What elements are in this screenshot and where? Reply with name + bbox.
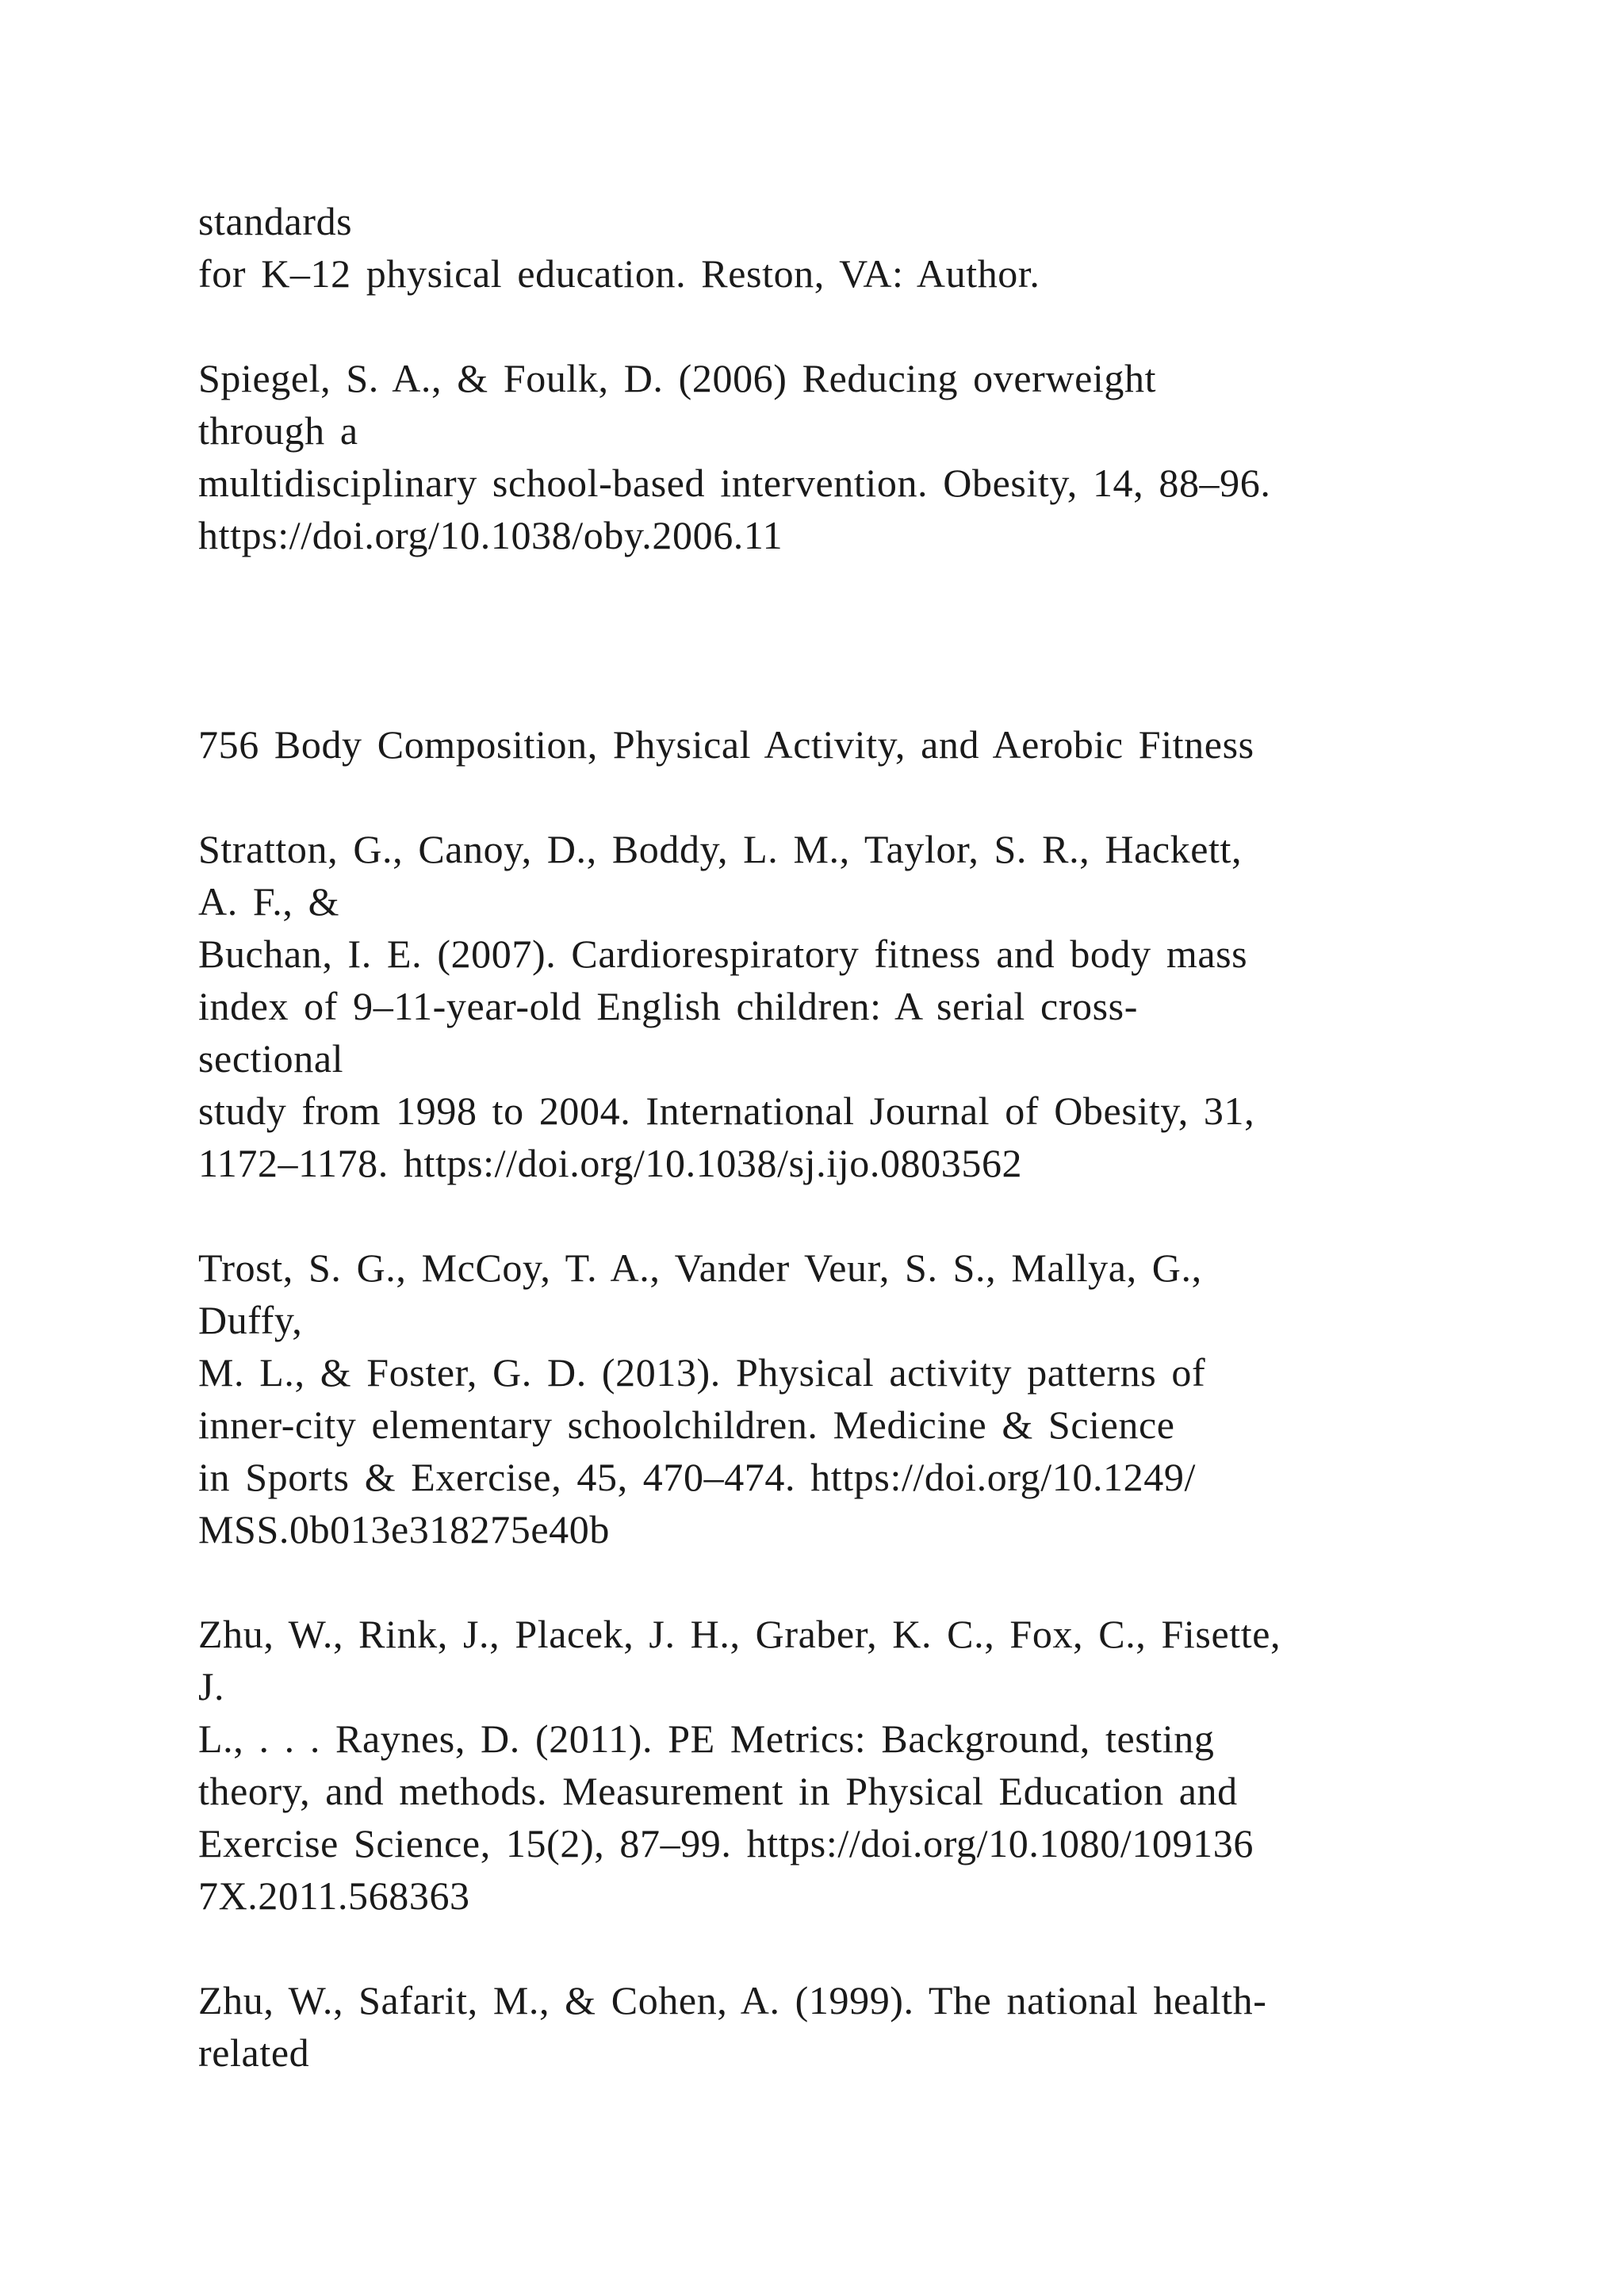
reference-text-line: multidisciplinary school-based intervention. Obesity, 14, 88–96. (198, 461, 1271, 505)
reference-text-line: L., . . . Raynes, D. (2011). PE Metrics: Background, testing (198, 1716, 1215, 1761)
reference-text-line: Zhu, W., Rink, J., Placek, J. H., Graber, K. C., Fox, C., Fisette, (198, 1612, 1281, 1656)
reference-text-line: 7X.2011.568363 (198, 1873, 470, 1918)
reference-text-line: J. (198, 1664, 225, 1709)
reference-text-line: standards (198, 199, 353, 243)
reference-text-line: M. L., & Foster, G. D. (2013). Physical activity patterns of (198, 1350, 1206, 1395)
reference-text-line: A. F., & (198, 879, 340, 924)
reference-text-line: Trost, S. G., McCoy, T. A., Vander Veur, S. S., Mallya, G., (198, 1246, 1202, 1290)
reference-text-line: study from 1998 to 2004. International Journal of Obesity, 31, (198, 1089, 1255, 1133)
reference-text-line: Duffy, (198, 1298, 303, 1342)
reference-text-line: Spiegel, S. A., & Foulk, D. (2006) Reducing overweight (198, 356, 1157, 400)
reference-text-line: in Sports & Exercise, 45, 470–474. https://doi.org/10.1249/ (198, 1455, 1196, 1499)
reference-text-line: related (198, 2030, 310, 2075)
reference-text-line: 1172–1178. https://doi.org/10.1038/sj.ijo.0803562 (198, 1141, 1023, 1185)
reference-text-line: inner-city elementary schoolchildren. Medicine & Science (198, 1402, 1175, 1447)
reference-text-line: index of 9–11-year-old English children: A serial cross- (198, 984, 1138, 1028)
reference-text-line: through a (198, 408, 358, 453)
reference-text-line: theory, and methods. Measurement in Physical Education and (198, 1769, 1238, 1813)
running-head: 756 Body Composition, Physical Activity, and Aerobic Fitness (198, 722, 1254, 767)
reference-text-line: Stratton, G., Canoy, D., Boddy, L. M., Taylor, S. R., Hackett, (198, 827, 1243, 871)
reference-text-line: https://doi.org/10.1038/oby.2006.11 (198, 513, 783, 557)
reference-text-line: Buchan, I. E. (2007). Cardiorespiratory fitness and body mass (198, 932, 1248, 976)
reference-text-line: for K–12 physical education. Reston, VA: Author. (198, 251, 1040, 296)
reference-text-line: sectional (198, 1036, 344, 1081)
reference-text-line: MSS.0b013e318275e40b (198, 1507, 610, 1552)
reference-text-line: Zhu, W., Safarit, M., & Cohen, A. (1999). The national health- (198, 1978, 1267, 2022)
reference-text-line: Exercise Science, 15(2), 87–99. https://doi.org/10.1080/109136 (198, 1821, 1254, 1866)
